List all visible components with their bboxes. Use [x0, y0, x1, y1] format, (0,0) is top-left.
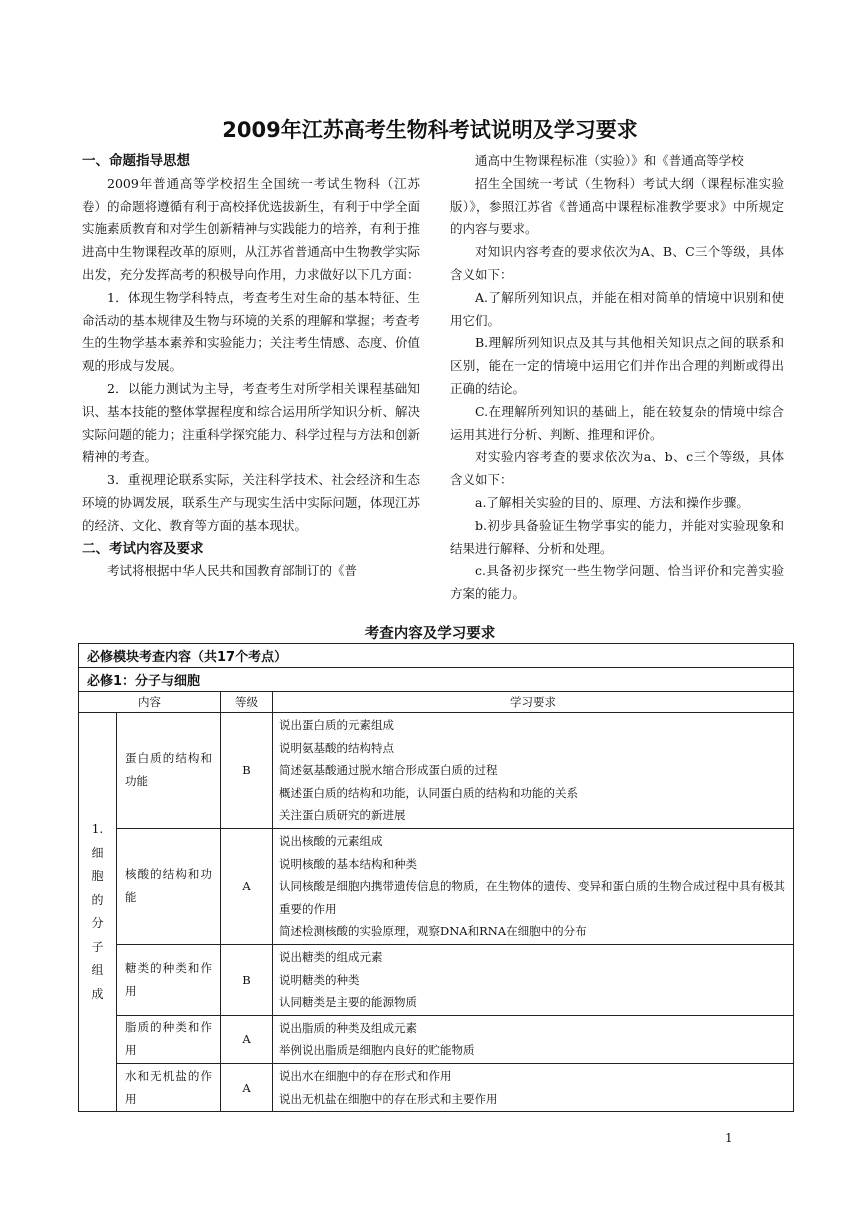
- paragraph: A.了解所列知识点，并能在相对简单的情境中识别和使用它们。: [450, 289, 784, 328]
- category-char: 成: [91, 986, 104, 1001]
- module-banner: 必修模块考查内容（共17个考点）: [79, 644, 794, 668]
- table-header-row: [79, 692, 794, 713]
- category-char: 组: [91, 963, 104, 978]
- header-requirements: 学习要求: [273, 692, 794, 713]
- paragraph: B.理解所列知识点及其与其他相关知识点之间的联系和区别，能在一定的情境中运用它们并作出合理的判断或得出正确的结论。: [450, 335, 784, 396]
- topic-cell: 糖类的种类和作用: [117, 944, 221, 1015]
- module-subbanner: 必修1：分子与细胞: [79, 668, 794, 692]
- category-cell: [79, 713, 117, 1112]
- level-cell: A: [221, 1015, 273, 1063]
- requirement-item: 说出糖类的组成元素: [279, 949, 383, 964]
- category-char: 子: [91, 939, 104, 954]
- requirement-item: 认同糖类是主要的能源物质: [279, 995, 417, 1010]
- paragraph: 对实验内容考查的要求依次为a、b、c三个等级，具体含义如下：: [450, 449, 784, 488]
- requirement-item: 说明核酸的基本结构和种类: [279, 856, 417, 871]
- requirement-item: 说出水在细胞中的存在形式和作用: [279, 1068, 452, 1083]
- requirements-cell: [273, 944, 794, 1015]
- requirement-item: 说出无机盐在细胞中的存在形式和主要作用: [279, 1091, 498, 1106]
- paragraph: 1．体现生物学科特点，考查考生对生命的基本特征、生命活动的基本规律及生物与环境的关系的理解和掌握；考查考生的生物学基本素养和实验能力；关注考生情感、态度、价值观的形成与发展。: [82, 289, 420, 374]
- page-number: 1: [725, 1131, 733, 1145]
- paragraph: 2．以能力测试为主导，考查考生对所学相关课程基础知识、基本技能的整体掌握程度和综合运用所学知识分析、解决实际问题的能力；注重科学探究能力、科学过程与方法和创新精神的考查。: [82, 380, 420, 465]
- requirements-cell: [273, 828, 794, 944]
- document-title: 2009年江苏高考生物科考试说明及学习要求: [222, 118, 638, 142]
- requirements-table: [78, 643, 794, 1112]
- table-row: [79, 1015, 794, 1063]
- paragraph: C.在理解所列知识的基础上，能在较复杂的情境中综合运用其进行分析、判断、推理和评价。: [450, 403, 784, 442]
- requirement-item: 认同核酸是细胞内携带遗传信息的物质，在生物体的遗传、变异和蛋白质的生物合成过程中具有极其重要的作用: [279, 879, 785, 916]
- table-row: [79, 1063, 794, 1111]
- category-char: 细: [91, 845, 104, 860]
- table-row: [79, 713, 794, 829]
- topic-cell: 脂质的种类和作用: [117, 1015, 221, 1063]
- category-char: 分: [91, 916, 104, 931]
- requirements-cell: [273, 713, 794, 829]
- level-cell: A: [221, 828, 273, 944]
- requirement-item: 简述氨基酸通过脱水缩合形成蛋白质的过程: [279, 763, 498, 778]
- header-content: 内容: [79, 692, 221, 713]
- category-char: 胞: [91, 869, 104, 884]
- paragraph: 招生全国统一考试（生物科）考试大纲（课程标准实验版）》，参照江苏省《普通高中课程标准教学要求》中所规定的内容与要求。: [450, 175, 784, 237]
- paragraph: b.初步具备验证生物学事实的能力，并能对实验现象和结果进行解释、分析和处理。: [450, 517, 784, 556]
- requirement-item: 说明氨基酸的结构特点: [279, 740, 394, 755]
- requirement-item: 说出脂质的种类及组成元素: [279, 1020, 417, 1035]
- paragraph: 3．重视理论联系实际，关注科学技术、社会经济和生态环境的协调发展，联系生产与现实生活中实际问题，体现江苏的经济、文化、教育等方面的基本现状。: [82, 472, 420, 533]
- paragraph: c.具备初步探究一些生物学问题、恰当评价和完善实验方案的能力。: [450, 563, 784, 602]
- section-heading-2: 二、考试内容及要求: [82, 540, 204, 557]
- table-row: [79, 944, 794, 1015]
- left-column: [82, 150, 420, 583]
- requirements-cell: [273, 1063, 794, 1111]
- right-column: [450, 150, 784, 606]
- paragraph: 考试将根据中华人民共和国教育部制订的《普: [107, 563, 358, 579]
- topic-cell: 水和无机盐的作用: [117, 1063, 221, 1111]
- requirements-cell: [273, 1015, 794, 1063]
- header-level: 等级: [221, 692, 273, 713]
- requirement-item: 说出蛋白质的元素组成: [279, 718, 394, 732]
- level-cell: B: [221, 944, 273, 1015]
- paragraph: a.了解相关实验的目的、原理、方法和操作步骤。: [475, 494, 749, 510]
- requirement-item: 举例说出脂质是细胞内良好的贮能物质: [279, 1043, 475, 1058]
- category-char: 1.: [91, 822, 104, 837]
- table-caption: 考查内容及学习要求: [364, 626, 496, 642]
- requirement-item: 概述蛋白质的结构和功能，认同蛋白质的结构和功能的关系: [279, 785, 578, 800]
- topic-cell: 蛋白质的结构和功能: [117, 713, 221, 829]
- section-heading-1: 一、命题指导思想: [82, 153, 190, 169]
- requirement-item: 关注蛋白质研究的新进展: [279, 808, 406, 823]
- level-cell: B: [221, 713, 273, 829]
- category-char: 的: [91, 892, 104, 907]
- paragraph: 2009年普通高等学校招生全国统一考试生物科（江苏卷）的命题将遵循有利于高校择优选拔新生，有利于中学全面实施素质教育和对学生创新精神与实践能力的培养，有利于推进高中生物课程改革的原则，从江苏省普通高中生物教学实际出发，充分发挥高考的积极导向作用，力求做好以下几方面：: [82, 175, 420, 282]
- paragraph: 对知识内容考查的要求依次为A、B、C三个等级，具体含义如下：: [450, 244, 784, 282]
- topic-cell: 核酸的结构和功能: [117, 828, 221, 944]
- table-row: [79, 828, 794, 944]
- paragraph: 通高中生物课程标准（实验）》和《普通高等学校: [475, 153, 744, 168]
- requirement-item: 说明糖类的种类: [279, 972, 360, 987]
- requirement-item: 说出核酸的元素组成: [279, 833, 383, 848]
- level-cell: A: [221, 1063, 273, 1111]
- requirement-item: 简述检测核酸的实验原理，观察DNA和RNA在细胞中的分布: [279, 924, 587, 939]
